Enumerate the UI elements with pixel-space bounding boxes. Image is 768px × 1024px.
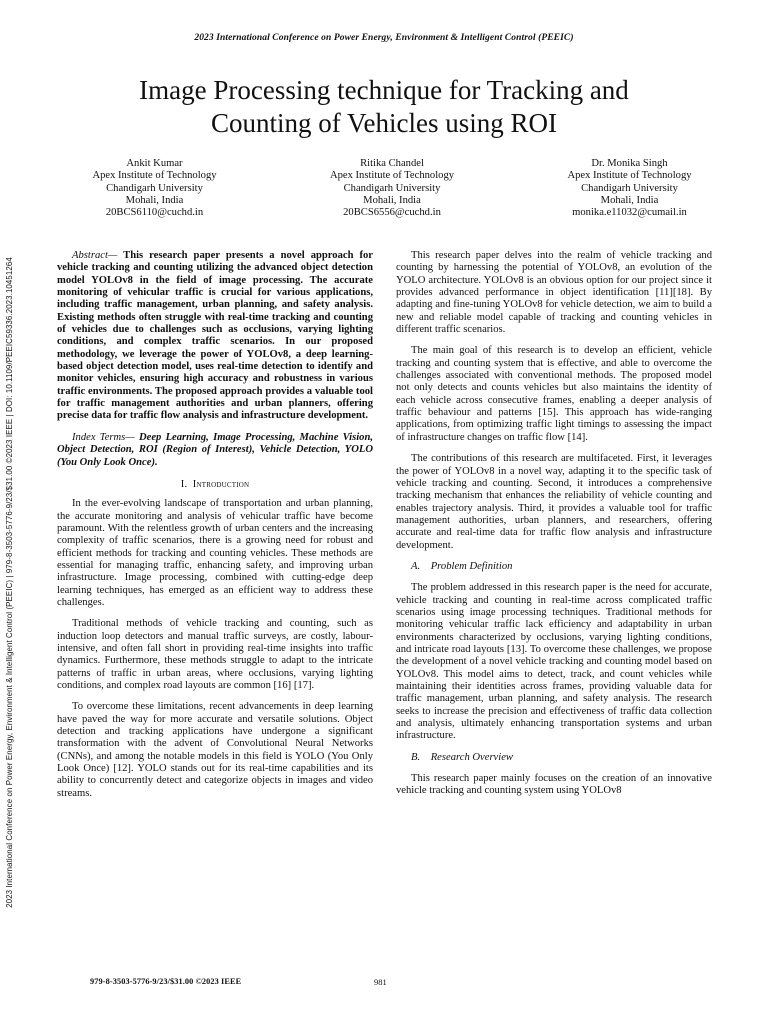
- side-margin-identifier: [2, 190, 16, 975]
- left-column: [57, 250, 373, 809]
- body-paragraph-3: The contributions of this research are multifaceted. First, it leverages the power of YOLOv8 in a novel way, adapting it to the specific task of vehicle tracking and counting. Second, it introduces a comprehensive tracking mechanism that enhances the reliability of vehicle counting and enables trajectory analysis. Third, it provides a valuable tool for traffic management authorities, urban planners, and researchers, offering accurate and real-time data for traffic flow analysis and infrastructure development.: [396, 453, 712, 551]
- author-email: 20BCS6110@cuchd.in: [105, 207, 204, 219]
- author-university: Chandigarh University: [581, 182, 678, 194]
- author-name: Dr. Monika Singh: [591, 158, 668, 169]
- body-paragraph-1: This research paper delves into the realm of vehicle tracking and counting by harnessing the potential of YOLOv8, an evolution of the YOLO architecture. YOLOv8 is an obvious option for our project since it provides advanced performance in object identification [11][18]. By adapting and fine-tuning YOLOv8 for vehicle detection, we aim to build a new and reliable model capable of tracking and counting vehicles in different traffic scenarios.: [396, 250, 712, 336]
- index-terms-lead: Index Terms—: [72, 431, 135, 443]
- abstract: [57, 250, 373, 423]
- intro-paragraph-2: Traditional methods of vehicle tracking and counting, such as induction loop detectors and manual traffic surveys, are costly, labour-intensive, and often fall short in providing real-time insights into traffic dynamics. Furthermore, these methods struggle to adapt to the intricate patterns of traffic in urban areas, where occlusions, varying lighting conditions, and complex road layouts are common [16] [17].: [57, 618, 373, 691]
- research-overview-paragraph: This research paper mainly focuses on the creation of an innovative vehicle tracking and counting system using YOLOv8: [396, 773, 712, 797]
- author-email: 20BCS6556@cuchd.in: [343, 207, 441, 219]
- section-title: Introduction: [192, 478, 250, 490]
- intro-paragraph-1: In the ever-evolving landscape of transportation and urban planning, the accurate monitoring and analysis of vehicular traffic have become paramount. With the relentless growth of urban centers and the increasing complexity of traffic scenarios, there is a growing need for robust and efficient methods for tracking and counting vehicles. These methods are essential for managing traffic, enhancing safety, and improving urban infrastructure. Image processing, combined with cutting-edge deep learning techniques, has emerged as an efficient way to address these challenges.: [57, 498, 373, 608]
- author-block: [52, 158, 732, 219]
- side-margin-text: 2023 International Conference on Power Energy, Environment & Intelligent Control (PEEIC) | 979-8-3503-5776-9/23/$31.00 ©2023 IEEE | DOI: 10.1109/PEEIC59336.2023.10451264: [4, 257, 14, 908]
- subsection-heading-problem-definition: A. Problem Definition: [411, 560, 513, 572]
- section-number: I.: [180, 478, 188, 490]
- right-column: [396, 250, 712, 807]
- author-university: Chandigarh University: [343, 182, 441, 194]
- author-location: Mohali, India: [363, 194, 421, 206]
- abstract-lead: Abstract—: [72, 250, 118, 261]
- conference-header: 2023 International Conference on Power Energy, Environment & Intelligent Control (PEEIC): [194, 33, 574, 43]
- paper-title-line-1: Image Processing technique for Tracking and: [139, 75, 629, 105]
- author-institute: Apex Institute of Technology: [329, 170, 455, 182]
- author-2: [290, 158, 495, 219]
- author-3: [527, 158, 732, 219]
- author-university: Chandigarh University: [106, 182, 203, 194]
- author-name: Ankit Kumar: [126, 158, 183, 169]
- author-institute: Apex Institute of Technology: [92, 170, 217, 182]
- footer-isbn: 979-8-3503-5776-9/23/$31.00 ©2023 IEEE: [90, 977, 242, 986]
- section-heading-introduction: [57, 479, 373, 491]
- paper-title-line-2: Counting of Vehicles using ROI: [211, 108, 557, 138]
- body-paragraph-2: The main goal of this research is to develop an efficient, vehicle tracking and counting system that is effective, and able to overcome the challenges associated with conventional methods. The proposed model not only detects and counts vehicles but also maintains the identity of each vehicle across consecutive frames, enabling a deeper analysis of traffic behaviour and patterns [15]. This approach has wide-ranging applications, from optimizing traffic light timings to assessing the impact of infrastructure changes on traffic flow [14].: [396, 345, 712, 443]
- abstract-text: This research paper presents a novel approach for vehicle tracking and counting utilizing the advanced object detection model YOLOv8 in the field of image processing. The accurate monitoring of vehicular traffic is crucial for various applications, including traffic management, urban planning, and safety analysis. Existing methods often struggle with real-time tracking and counting of vehicles due to challenges such as occlusions, varying lighting conditions, and complex traffic scenarios. In our proposed methodology, we leverage the power of YOLOv8, a deep learning-based object detection model, uses real-time detection to identify and monitor vehicles, ensuring high accuracy and robustness in various traffic environments. The proposed approach provides a valuable tool for traffic management authorities and urban planners, offering precise data for traffic flow analysis and infrastructure development.: [57, 250, 373, 422]
- intro-paragraph-3: To overcome these limitations, recent advancements in deep learning have paved the way for more accurate and versatile solutions. Object detection and tracking applications have undergone a significant transformation with the advent of Convolutional Neural Networks (CNNs), and among the notable models in this field is YOLO (You Only Look Once) [12]. YOLO stands out for its real-time capabilities and its ability to concurrently detect and categorize objects in images and video streams.: [57, 701, 373, 799]
- author-institute: Apex Institute of Technology: [567, 170, 692, 182]
- author-location: Mohali, India: [125, 194, 184, 206]
- index-terms: [57, 432, 373, 469]
- author-location: Mohali, India: [600, 194, 659, 206]
- page-number: 981: [374, 977, 387, 987]
- paper-title: [60, 74, 708, 140]
- subsection-heading-research-overview: B. Research Overview: [411, 751, 513, 763]
- index-terms-text: Deep Learning, Image Processing, Machine Vision, Object Detection, ROI (Region of Interest), Vehicle Detection, YOLO (You Only Look Once).: [57, 431, 373, 468]
- author-email: monika.e11032@cumail.in: [572, 207, 687, 219]
- author-1: [52, 158, 257, 219]
- author-name: Ritika Chandel: [360, 158, 424, 169]
- problem-definition-paragraph: The problem addressed in this research paper is the need for accurate, vehicle tracking and counting in real-time across complicated traffic scenarios using image processing techniques. Traditional methods for monitoring vehicular traffic lack efficiency and adaptability in urban environments characterized by occlusions, varying lighting conditions, and intricate road layouts [13]. To overcome these challenges, we propose the development of a novel vehicle tracking and counting model based on YOLOv8. This model aims to detect, track, and count vehicles while maintaining their identities across frames, providing valuable data for traffic management, urban planning, and safety analysis. The research seeks to increase the precision and effectiveness of traffic data collection and analysis, ultimately enhancing transportation systems and urban infrastructure.: [396, 582, 712, 742]
